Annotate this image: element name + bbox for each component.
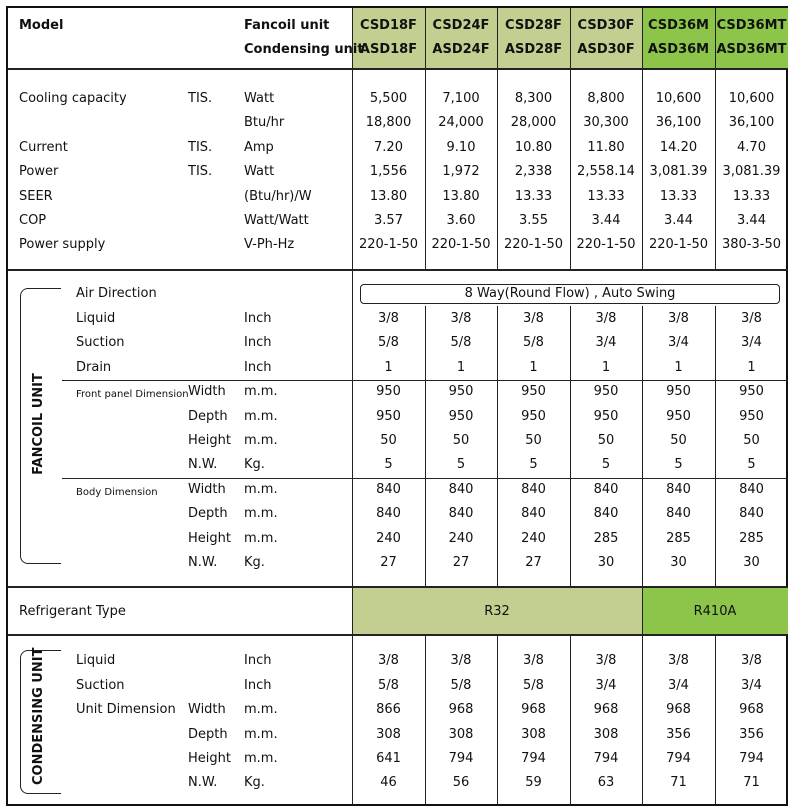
spec-value: 28,000 — [510, 115, 557, 130]
unit-dim-value: 968 — [593, 702, 619, 717]
body-dim-value: 840 — [448, 506, 474, 521]
condensing-pipe-value: 3/4 — [668, 678, 689, 693]
unit-dim-value: 308 — [521, 727, 546, 742]
unit-dim-value: 968 — [739, 702, 764, 717]
unit-dim-value: 794 — [521, 751, 546, 766]
spec-value: 220-1-50 — [503, 237, 563, 252]
spec-value: 3,081.39 — [649, 164, 708, 179]
column-divider — [715, 8, 716, 269]
column-divider — [352, 306, 353, 586]
fancoil-pipe-value: 1 — [529, 360, 538, 375]
condensing-pipe-value: 3/4 — [595, 678, 617, 693]
refrigerant-type-label: Refrigerant Type — [19, 604, 126, 619]
unit-dim-value: 308 — [448, 727, 474, 742]
front-panel-dim-label: Height — [188, 433, 231, 448]
spec-value: 8,300 — [514, 91, 553, 106]
spec-value: 36,100 — [655, 115, 702, 130]
condensing-pipe-value: 5/8 — [523, 678, 544, 693]
spec-value: 13.33 — [732, 189, 771, 204]
unit-dim-value: 968 — [666, 702, 691, 717]
front-panel-value: 5 — [529, 457, 538, 472]
model-header-cell — [642, 8, 715, 68]
column-divider — [497, 306, 498, 586]
column-divider — [425, 634, 426, 805]
condensing-pipe-unit: Inch — [244, 653, 272, 668]
spec-unit: Watt — [244, 91, 275, 106]
condensing-pipe-value: 3/8 — [668, 653, 689, 668]
fancoil-pipe-value: 5/8 — [378, 335, 399, 350]
condensing-model-name: ASD30F — [577, 42, 635, 57]
body-dim-value: 840 — [739, 482, 764, 497]
spec-value: 13.80 — [369, 189, 408, 204]
column-divider — [715, 306, 716, 586]
front-panel-dim-unit: m.m. — [244, 409, 278, 424]
front-panel-value: 950 — [666, 409, 691, 424]
unit-dim-value: 56 — [452, 775, 470, 790]
body-dim-value: 840 — [521, 506, 546, 521]
spec-value: 3,081.39 — [722, 164, 781, 179]
fancoil-pipe-value: 3/8 — [741, 311, 762, 326]
column-divider — [715, 634, 716, 805]
front-panel-dim-label: Depth — [188, 409, 228, 424]
body-dim-value: 240 — [448, 531, 474, 546]
spec-standard: TIS. — [188, 140, 213, 155]
condensing-pipe-value: 3/8 — [595, 653, 617, 668]
column-divider — [642, 586, 643, 634]
fancoil-model-name: CSD36M — [648, 18, 709, 33]
unit-dim-label: N.W. — [188, 775, 218, 790]
condensing-pipe-value: 3/8 — [523, 653, 544, 668]
unit-dim-value: 308 — [376, 727, 401, 742]
body-dim-value: 840 — [666, 482, 691, 497]
unit-dim-unit: m.m. — [244, 751, 278, 766]
spec-value: 220-1-50 — [576, 237, 636, 252]
model-header-cell — [715, 8, 788, 68]
fancoil-model-name: CSD30F — [577, 18, 635, 33]
unit-dim-value: 59 — [525, 775, 542, 790]
condensing-model-name: ASD36M — [647, 42, 710, 57]
unit-dim-value: 308 — [593, 727, 619, 742]
body-dim-label: Width — [188, 482, 226, 497]
spec-value: 3.55 — [519, 213, 548, 228]
unit-dim-unit: Kg. — [244, 775, 265, 790]
spec-value: 30,300 — [583, 115, 629, 130]
unit-dim-value: 794 — [739, 751, 764, 766]
body-dim-value: 30 — [597, 555, 615, 570]
condensing-pipe-value: 5/8 — [378, 678, 399, 693]
condensing-model-name: ASD24F — [432, 42, 490, 57]
spec-label: COP — [19, 213, 47, 228]
unit-dim-label: Width — [188, 702, 226, 717]
unit-dim-value: 866 — [376, 702, 401, 717]
spec-standard: TIS. — [188, 91, 213, 106]
fancoil-section-label: FANCOIL UNIT — [31, 373, 46, 475]
front-panel-dim-unit: m.m. — [244, 433, 278, 448]
front-panel-value: 950 — [376, 409, 401, 424]
fancoil-pipe-value: 5/8 — [450, 335, 472, 350]
fancoil-pipe-value: 1 — [456, 360, 466, 375]
model-header-cell — [352, 8, 425, 68]
condensing-unit-label: Condensing unit — [244, 42, 364, 57]
spec-value: 2,338 — [514, 164, 553, 179]
unit-dimension-label: Unit Dimension — [76, 702, 176, 717]
unit-dim-value: 46 — [380, 775, 397, 790]
condensing-pipe-unit: Inch — [244, 678, 272, 693]
spec-value: 3.44 — [737, 213, 766, 228]
spec-value: 220-1-50 — [358, 237, 418, 252]
spec-standard: TIS. — [188, 164, 213, 179]
body-dimension-label: Body Dimension — [76, 487, 158, 498]
body-dim-unit: m.m. — [244, 531, 278, 546]
row-divider — [8, 634, 788, 636]
spec-value: 11.80 — [587, 140, 625, 155]
refrigerant-r32: R32 — [484, 604, 510, 619]
air-direction-value: 8 Way(Round Flow) , Auto Swing — [360, 284, 780, 304]
model-label: Model — [19, 18, 64, 33]
condensing-pipe-value: 3/8 — [450, 653, 472, 668]
spec-value: 7.20 — [374, 140, 403, 155]
spec-value: 9.10 — [446, 140, 476, 155]
body-dim-value: 30 — [743, 555, 760, 570]
front-panel-value: 950 — [448, 384, 474, 399]
fancoil-pipe-value: 1 — [384, 360, 393, 375]
unit-dim-value: 71 — [743, 775, 760, 790]
condensing-model-name: ASD18F — [359, 42, 418, 57]
body-dim-value: 30 — [670, 555, 687, 570]
fancoil-pipe-value: 3/4 — [595, 335, 617, 350]
unit-dim-value: 641 — [376, 751, 401, 766]
front-panel-value: 5 — [601, 457, 611, 472]
front-panel-dimension-label: Front panel Dimension — [76, 389, 189, 400]
body-dim-value: 27 — [525, 555, 542, 570]
air-direction-label: Air Direction — [76, 286, 157, 301]
body-dim-unit: m.m. — [244, 506, 278, 521]
fancoil-unit-label: Fancoil unit — [244, 18, 330, 33]
body-dim-value: 285 — [739, 531, 764, 546]
column-divider — [570, 306, 571, 586]
front-panel-value: 50 — [597, 433, 615, 448]
spec-value: 3.57 — [374, 213, 403, 228]
spec-label: Cooling capacity — [19, 91, 127, 106]
condensing-pipe-value: 3/8 — [741, 653, 762, 668]
column-divider — [642, 8, 643, 269]
front-panel-value: 950 — [593, 384, 619, 399]
fancoil-pipe-label: Liquid — [76, 311, 116, 326]
fancoil-pipe-label: Suction — [76, 335, 125, 350]
spec-value: 18,800 — [365, 115, 412, 130]
front-panel-value: 950 — [739, 409, 764, 424]
body-dim-label: Depth — [188, 506, 228, 521]
body-dim-value: 840 — [376, 506, 401, 521]
unit-dim-value: 794 — [448, 751, 474, 766]
spec-label: Current — [19, 140, 68, 155]
front-panel-value: 50 — [380, 433, 397, 448]
body-dim-value: 27 — [452, 555, 470, 570]
body-dim-value: 840 — [448, 482, 474, 497]
unit-dim-label: Depth — [188, 727, 228, 742]
condensing-pipe-value: 3/4 — [741, 678, 762, 693]
front-panel-value: 950 — [521, 384, 546, 399]
fancoil-pipe-value: 3/8 — [668, 311, 689, 326]
unit-dim-value: 356 — [739, 727, 764, 742]
column-divider — [570, 634, 571, 805]
body-dim-value: 240 — [376, 531, 401, 546]
spec-value: 13.80 — [442, 189, 480, 204]
front-panel-value: 950 — [521, 409, 546, 424]
condensing-pipe-value: 5/8 — [450, 678, 472, 693]
front-panel-value: 950 — [593, 409, 619, 424]
front-panel-value: 5 — [674, 457, 683, 472]
front-panel-value: 950 — [376, 384, 401, 399]
body-dim-label: Height — [188, 531, 231, 546]
column-divider — [352, 8, 353, 269]
body-dim-value: 285 — [666, 531, 691, 546]
spec-value: 3.44 — [664, 213, 693, 228]
front-panel-value: 50 — [525, 433, 542, 448]
fancoil-pipe-label: Drain — [76, 360, 112, 375]
condensing-model-name: ASD28F — [504, 42, 563, 57]
fancoil-pipe-value: 3/8 — [523, 311, 544, 326]
spec-unit: (Btu/hr)/W — [244, 189, 312, 204]
row-divider — [8, 68, 788, 70]
refrigerant-r410a: R410A — [693, 604, 737, 619]
unit-dim-label: Height — [188, 751, 231, 766]
fancoil-pipe-value: 1 — [601, 360, 611, 375]
model-header-cell — [570, 8, 642, 68]
unit-dim-unit: m.m. — [244, 727, 278, 742]
column-divider — [352, 634, 353, 805]
front-panel-dim-unit: m.m. — [244, 384, 278, 399]
spec-value: 3.44 — [591, 213, 621, 228]
condensing-model-name: ASD36MT — [716, 42, 787, 57]
unit-dim-value: 71 — [670, 775, 687, 790]
body-dim-unit: Kg. — [244, 555, 265, 570]
spec-value: 10,600 — [728, 91, 775, 106]
body-dim-value: 840 — [666, 506, 691, 521]
model-header-cell — [425, 8, 497, 68]
spec-value: 2,558.14 — [577, 164, 635, 179]
fancoil-pipe-value: 1 — [674, 360, 683, 375]
fancoil-model-name: CSD24F — [432, 18, 490, 33]
spec-value: 7,100 — [442, 91, 480, 106]
column-divider — [642, 634, 643, 805]
unit-dim-value: 794 — [666, 751, 691, 766]
body-dim-value: 840 — [376, 482, 401, 497]
fancoil-model-name: CSD36MT — [716, 18, 787, 33]
fancoil-pipe-value: 1 — [747, 360, 756, 375]
unit-dim-value: 968 — [521, 702, 546, 717]
spec-value: 36,100 — [728, 115, 775, 130]
fancoil-pipe-unit: Inch — [244, 311, 272, 326]
front-panel-value: 950 — [448, 409, 474, 424]
front-panel-value: 50 — [452, 433, 470, 448]
spec-value: 3.60 — [446, 213, 476, 228]
spec-value: 13.33 — [514, 189, 553, 204]
spec-table — [6, 6, 788, 806]
column-divider — [352, 269, 353, 306]
condensing-pipe-value: 3/8 — [378, 653, 399, 668]
body-dim-value: 27 — [380, 555, 397, 570]
fancoil-model-name: CSD18F — [360, 18, 417, 33]
row-divider — [8, 586, 788, 588]
body-dim-value: 840 — [521, 482, 546, 497]
unit-dim-value: 356 — [666, 727, 691, 742]
fancoil-model-name: CSD28F — [505, 18, 562, 33]
spec-unit: Amp — [244, 140, 274, 155]
front-panel-dim-unit: Kg. — [244, 457, 265, 472]
fancoil-pipe-value: 3/8 — [378, 311, 399, 326]
spec-value: 10.80 — [514, 140, 553, 155]
spec-label: SEER — [19, 189, 53, 204]
spec-unit: Btu/hr — [244, 115, 285, 130]
spec-unit: Watt — [244, 164, 275, 179]
fancoil-pipe-unit: Inch — [244, 335, 272, 350]
fancoil-pipe-value: 3/4 — [741, 335, 762, 350]
spec-value: 14.20 — [659, 140, 698, 155]
condensing-section-label: CONDENSING UNIT — [31, 647, 46, 785]
body-dim-unit: m.m. — [244, 482, 278, 497]
spec-label: Power supply — [19, 237, 106, 252]
spec-value: 13.33 — [587, 189, 625, 204]
spec-unit: Watt/Watt — [244, 213, 309, 228]
spec-value: 5,500 — [369, 91, 408, 106]
spec-value: 4.70 — [737, 140, 766, 155]
front-panel-value: 950 — [739, 384, 764, 399]
spec-value: 1,556 — [369, 164, 408, 179]
spec-value: 220-1-50 — [431, 237, 491, 252]
column-divider — [497, 634, 498, 805]
column-divider — [425, 8, 426, 269]
column-divider — [642, 306, 643, 586]
front-panel-value: 5 — [384, 457, 393, 472]
body-dim-value: 240 — [521, 531, 546, 546]
column-divider — [352, 586, 353, 634]
front-panel-value: 950 — [666, 384, 691, 399]
column-divider — [425, 306, 426, 586]
body-dim-value: 840 — [739, 506, 764, 521]
front-panel-value: 50 — [743, 433, 760, 448]
spec-value: 1,972 — [442, 164, 480, 179]
fancoil-pipe-unit: Inch — [244, 360, 272, 375]
body-dim-label: N.W. — [188, 555, 218, 570]
spec-value: 220-1-50 — [648, 237, 708, 252]
column-divider — [497, 8, 498, 269]
row-divider — [8, 269, 788, 271]
fancoil-pipe-value: 3/8 — [595, 311, 617, 326]
body-dim-value: 840 — [593, 506, 619, 521]
spec-value: 10,600 — [655, 91, 702, 106]
fancoil-pipe-value: 3/4 — [668, 335, 689, 350]
spec-value: 8,800 — [587, 91, 625, 106]
spec-value: 380-3-50 — [721, 237, 781, 252]
unit-dim-value: 968 — [448, 702, 474, 717]
spec-unit: V-Ph-Hz — [244, 237, 295, 252]
front-panel-dim-label: N.W. — [188, 457, 218, 472]
unit-dim-unit: m.m. — [244, 702, 278, 717]
front-panel-value: 5 — [747, 457, 756, 472]
unit-dim-value: 63 — [597, 775, 615, 790]
body-dim-value: 285 — [593, 531, 619, 546]
front-panel-value: 5 — [456, 457, 466, 472]
condensing-pipe-label: Liquid — [76, 653, 116, 668]
spec-label: Power — [19, 164, 59, 179]
spec-value: 13.33 — [659, 189, 698, 204]
condensing-pipe-label: Suction — [76, 678, 125, 693]
fancoil-pipe-value: 5/8 — [523, 335, 544, 350]
body-dim-value: 840 — [593, 482, 619, 497]
front-panel-dim-label: Width — [188, 384, 226, 399]
front-panel-value: 50 — [670, 433, 687, 448]
spec-value: 24,000 — [438, 115, 484, 130]
column-divider — [570, 8, 571, 269]
model-header-cell — [497, 8, 570, 68]
fancoil-pipe-value: 3/8 — [450, 311, 472, 326]
unit-dim-value: 794 — [593, 751, 619, 766]
